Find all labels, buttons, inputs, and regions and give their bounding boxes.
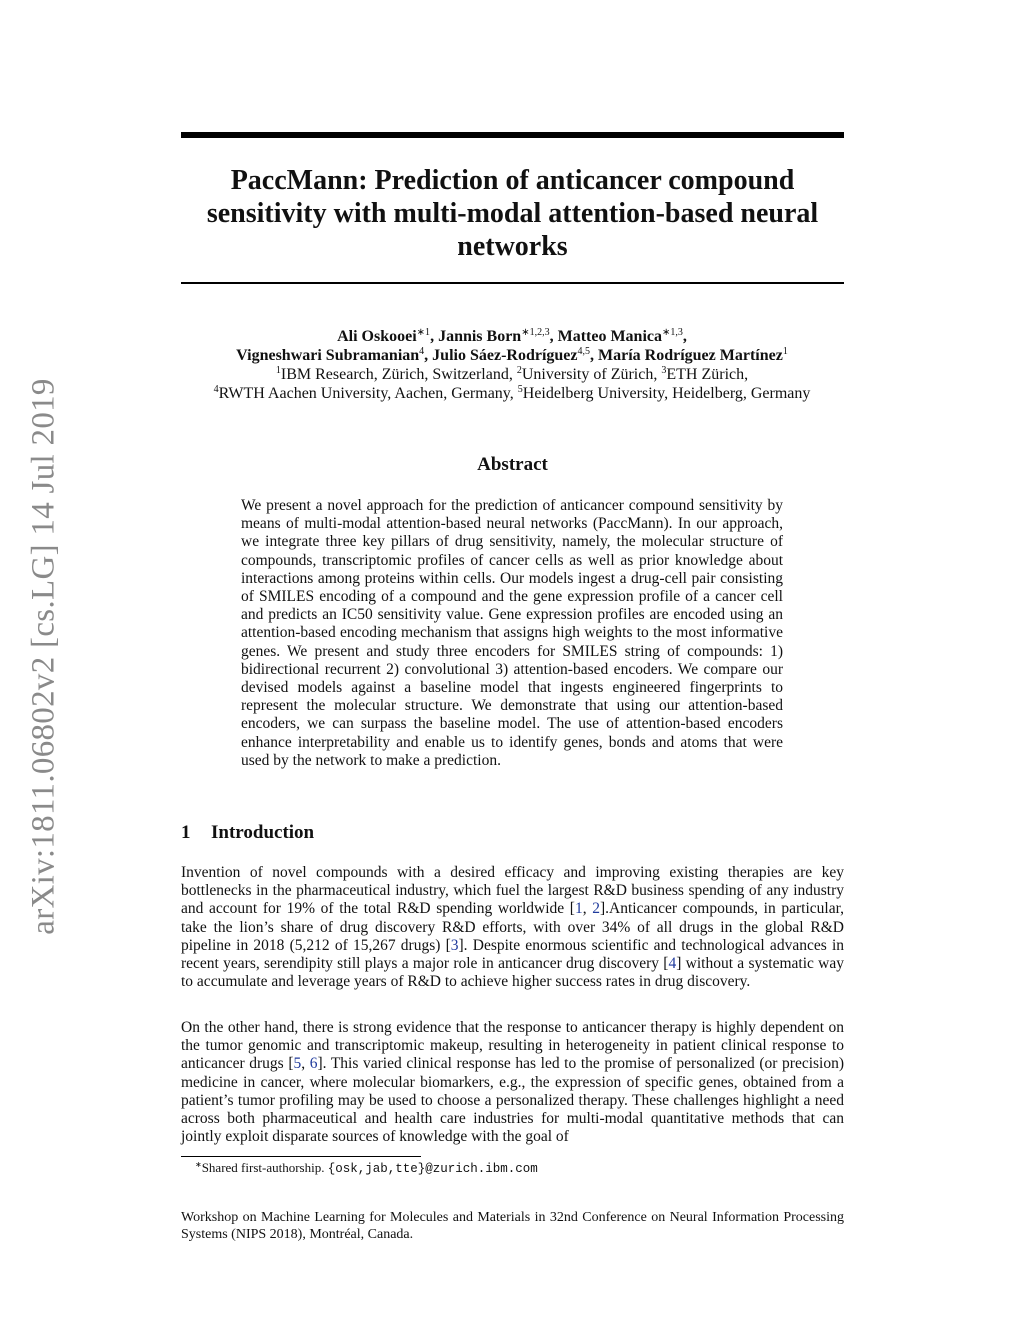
citation-link[interactable]: 5 [293,1055,302,1073]
body-paragraph [181,1019,844,1146]
paragraph-text: ].Anticancer compounds, in particular, take the lion’s share of drug discovery R&D efforts, with over 34% of all drugs in the global R&D pipeline in 2018 (5,212 of 15,267 drugs) [ [181,900,845,954]
footnote-mark: ∗ [195,1160,202,1169]
affiliation-mark: 4 [213,384,219,395]
venue-note: Workshop on Machine Learning for Molecules and Materials in 32nd Conference on Neural Information Processing Systems (NIPS 2018), Montréal, Canada. [181,1210,844,1242]
author-name: Julio Sáez-Rodríguez [432,347,578,364]
author-name: Vigneshwari Subramanian [236,347,420,364]
paragraph-text: ] without a systematic way to accumulate and leverage years of R&D to achieve higher success rates in drug discovery. [181,955,844,991]
paragraph-text: ]. This varied clinical response has led to the promise of personalized (or precision) medicine in cancer, where molecular biomarkers, e.g., the expression of specific genes, obtained from a patient’s tumor profiling may be used to choose a personalized therapy. These challenges highlight a need across both pharmaceutical and health care industries for multi-modal quantitative methods that can jointly exploit disparate sources of knowledge with the goal of [181,1055,845,1146]
affiliation-text: University of Zürich, [521,366,662,383]
affiliation-line-1 [150,365,874,384]
section-title: Introduction [211,822,315,843]
affiliation-text: RWTH Aachen University, Aachen, Germany, [218,385,518,402]
author-name: Matteo Manica [557,328,662,345]
author-line-1: Ali Oskooei$^{∗1}$, Jannis Born$^{∗1,2,3}$, Matteo Manica$^{∗1,3}$, [337,327,687,345]
author-name: Ali Oskooei [337,328,417,345]
arxiv-identifier [22,368,66,944]
abstract-heading: Abstract [477,454,548,475]
author-affiliation-mark: ∗1,2,3 [521,327,550,338]
footnote-text: Shared first-authorship. [201,1160,328,1175]
citation-separator: , [301,1055,310,1073]
affiliation-mark: 3 [661,365,667,376]
paragraph-text: On the other hand, there is strong evidence that the response to anticancer therapy is highly dependent on the tumor genomic and transcriptomic makeup, resulting in heterogeneity in patient clinical response to anticancer drugs [ [181,1019,844,1073]
author-affiliation-mark: 4,5 [577,346,590,357]
paragraph-text: Invention of novel compounds with a desired efficacy and improving existing therapies are key bottlenecks in the pharmaceutical industry, which fuel the largest R&D business spending of any industry and account for 19% of the total R&D spending worldwide [ [181,864,844,918]
affiliation-text: ETH Zürich, [666,366,749,383]
author-affiliation-mark: ∗1,3 [662,327,683,338]
author-affiliation-mark: 4 [419,346,425,357]
author-affiliation-mark: 1 [782,346,788,357]
arxiv-identifier-text: arXiv:1811.06802v2 [cs.LG] 14 Jul 2019 [25,377,62,935]
paragraph-text: ]. Despite enormous scientific and technological advances in recent years, serendipity still plays a major role in anticancer drug discovery [ [181,936,844,973]
affiliation-text: IBM Research, Zürich, Switzerland, [280,366,517,383]
title-top-rule [181,132,844,138]
affiliation-mark: 1 [275,365,281,376]
abstract-text: We present a novel approach for the prediction of anticancer compound sensitivity by means of multi-modal attention-based neural networks (PaccMann). In our approach, we integrate three key pillars of drug sensitivity, namely, the molecular structure of compounds, transcriptomic profiles of cancer cells as well as prior knowledge about interactions among proteins within cells. Our models ingest a drug-cell pair consisting of SMILES encoding of a compound and the gene expression profile of a cancer cell and predicts an IC50 sensitivity value. Gene expression profiles are encoded using an attention-based encoding mechanism that assigns high weights to the most informative genes. We present and study three encoders for SMILES string of compounds: 1) bidirectional recurrent 2) convolutional 3) attention-based encoders. We compare our devised models against a baseline model that ingests engineered fingerprints to represent the molecular structure. We demonstrate that using our attention-based encoders, we can surpass the baseline model. The use of attention-based encoders enhance interpretability and enable us to identify genes, bonds and atoms that were used by the network to make a prediction. [241,497,783,769]
author-affiliation-mark: ∗1 [416,327,431,338]
section-number: 1 [181,822,191,843]
citation-link[interactable]: 2 [592,900,600,918]
author-line-2: Vigneshwari Subramanian$^4$, Julio Sáez-Rodríguez$^{4,5}$, María Rodríguez Martínez$^1$ [236,346,788,364]
citation-link[interactable]: 6 [309,1055,318,1073]
footnote [195,1160,538,1177]
section-heading [181,822,314,844]
citation-separator: , [582,900,593,918]
author-name: Jannis Born [438,328,522,345]
citation-link[interactable]: 4 [668,955,677,973]
footnote-email: {osk,jab,tte}@zurich.ibm.com [327,1162,538,1176]
paper-title: PaccMann: Prediction of anticancer compound sensitivity with multi-modal attention-based neural networks [206,165,819,262]
affiliation-mark: 5 [517,384,523,395]
title-bottom-rule [181,282,844,284]
affiliation-text: Heidelberg University, Heidelberg, Germany [522,385,811,402]
footnote-rule [181,1156,421,1157]
body-paragraph [181,864,844,991]
citation-link[interactable]: 3 [450,936,459,954]
affiliation-mark: 2 [516,365,522,376]
author-name: María Rodríguez Martínez [598,347,783,364]
author-block [150,327,874,403]
citation-link[interactable]: 1 [574,900,583,918]
affiliation-line-2 [150,384,874,403]
